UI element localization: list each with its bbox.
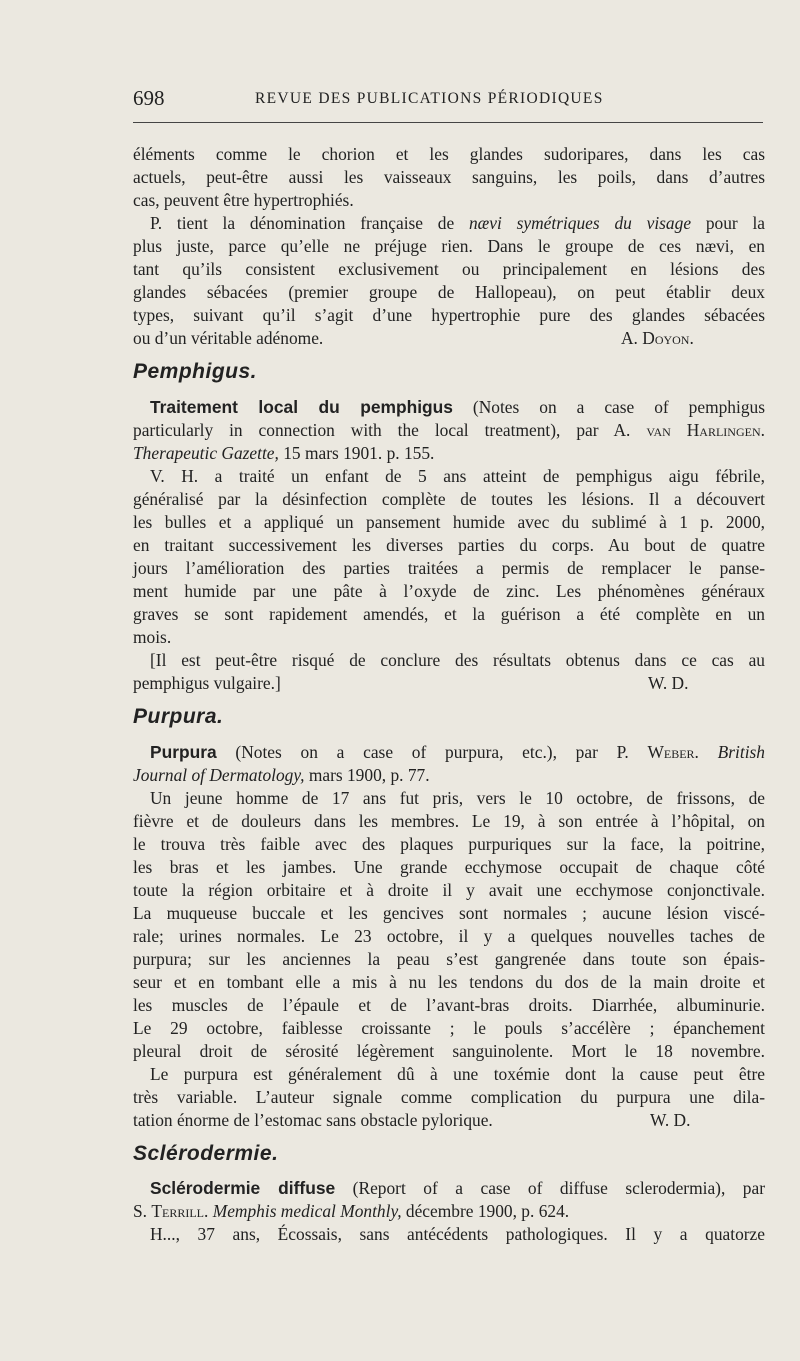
text-line: rale; urines normales. Le 23 octobre, il y a quelques nouvelles taches de	[133, 926, 765, 946]
reference-line: Journal of Dermatology, mars 1900, p. 77.	[133, 765, 430, 785]
text-line: graves se sont rapidement amendés, et la guérison a été complète en un	[133, 604, 765, 624]
text-line: H..., 37 ans, Écossais, sans antécédents pathologiques. Il y a quatorze	[150, 1224, 765, 1244]
reference-line: particularly in connection with the local treatment), par A. van Harlingen.	[133, 420, 765, 440]
reference-line: Purpura (Notes on a case of purpura, etc.), par P. Weber. British	[150, 742, 765, 762]
text-line: Le 29 octobre, faiblesse croissante ; le pouls s’accélère ; épanchement	[133, 1018, 765, 1038]
text-line: mois.	[133, 627, 172, 647]
text-line: glandes sébacées (premier groupe de Hallopeau), on peut établir deux	[133, 282, 765, 302]
text-line: le trouva très faible avec des plaques purpuriques sur la face, la poitrine,	[133, 834, 765, 854]
page-header	[133, 86, 763, 112]
reference-line: Sclérodermie diffuse (Report of a case of diffuse sclerodermia), par	[150, 1178, 766, 1198]
page-number: 698	[133, 86, 165, 110]
text-line: ment humide par une pâte à l’oxyde de zinc. Les phénomènes généraux	[133, 581, 765, 601]
text-line: purpura; sur les anciennes la peau s’est gangrenée dans toute son épais-	[133, 949, 765, 969]
text-line: éléments comme le chorion et les glandes sudoripares, dans les cas	[133, 144, 765, 164]
text-line: Le purpura est généralement dû à une toxémie dont la cause peut être	[150, 1064, 765, 1084]
text-line: très variable. L’auteur signale comme complication du purpura une dila-	[133, 1087, 765, 1107]
text-line: plus juste, parce qu’elle ne préjuge rien. Dans le groupe de ces nævi, en	[133, 236, 765, 256]
text-line: seur et en tombant elle a mis à nu les tendons du dos de la main droite et	[133, 972, 765, 992]
header-rule	[133, 122, 763, 123]
text-line: tation énorme de l’estomac sans obstacle pylorique.	[133, 1110, 493, 1130]
text-line: cas, peuvent être hypertrophiés.	[133, 190, 354, 210]
text-line: P. tient la dénomination française de nævi symétriques du visage pour la	[150, 213, 766, 233]
reference-line: Traitement local du pemphigus (Notes on a case of pemphigus	[150, 397, 765, 417]
text-line: pleural droit de sérosité légèrement sanguinolente. Mort le 18 novembre.	[133, 1041, 765, 1061]
text-line: en traitant successivement les diverses parties du corps. Au bout de quatre	[133, 535, 765, 555]
text-line: fièvre et de douleurs dans les membres. Le 19, à son entrée à l’hôpital, on	[133, 811, 765, 831]
text-line: actuels, peut-être aussi les vaisseaux sanguins, les poils, dans d’autres	[133, 167, 765, 187]
text-line: jours l’amélioration des parties traitées a permis de remplacer le panse-	[133, 558, 765, 578]
text-line: Un jeune homme de 17 ans fut pris, vers le 10 octobre, de frissons, de	[150, 788, 765, 808]
text-line: pemphigus vulgaire.]	[133, 673, 281, 693]
reference-line: S. Terrill. Memphis medical Monthly, décembre 1900, p. 624.	[133, 1201, 570, 1221]
text-line: tant qu’ils consistent exclusivement ou principalement en lésions des	[133, 259, 765, 279]
author-signature: A. Doyon.	[621, 328, 694, 348]
text-line: les bras et les jambes. Une grande ecchymose occupait de chaque côté	[133, 857, 765, 877]
reference-line: Therapeutic Gazette, 15 mars 1901. p. 155.	[133, 443, 435, 463]
text-line: La muqueuse buccale et les gencives sont normales ; aucune lésion viscé-	[133, 903, 765, 923]
running-title: REVUE DES PUBLICATIONS PÉRIODIQUES	[255, 90, 604, 107]
section-heading-purpura: Purpura.	[133, 705, 224, 728]
text-line: ou d’un véritable adénome.	[133, 328, 324, 348]
text-line: V. H. a traité un enfant de 5 ans atteint de pemphigus aigu fébrile,	[150, 466, 765, 486]
text-line: les muscles de l’épaule et de l’avant-bras droits. Diarrhée, albuminurie.	[133, 995, 765, 1015]
text-line: [Il est peut-être risqué de conclure des résultats obtenus dans ce cas au	[150, 650, 765, 670]
author-signature: W. D.	[648, 673, 689, 693]
text-line: types, suivant qu’il s’agit d’une hypertrophie pure des glandes sébacées	[133, 305, 765, 325]
text-line: généralisé par la désinfection complète de toutes les lésions. Il a découvert	[133, 489, 765, 509]
text-line: les bulles et a appliqué un pansement humide avec du sublimé à 1 p. 2000,	[133, 512, 765, 532]
author-signature: W. D.	[650, 1110, 691, 1130]
section-heading-sclerodermie: Sclérodermie.	[133, 1142, 279, 1165]
section-heading-pemphigus: Pemphigus.	[133, 360, 258, 383]
text-line: toute la région orbitaire et à droite il y avait une ecchymose conjonctivale.	[133, 880, 765, 900]
